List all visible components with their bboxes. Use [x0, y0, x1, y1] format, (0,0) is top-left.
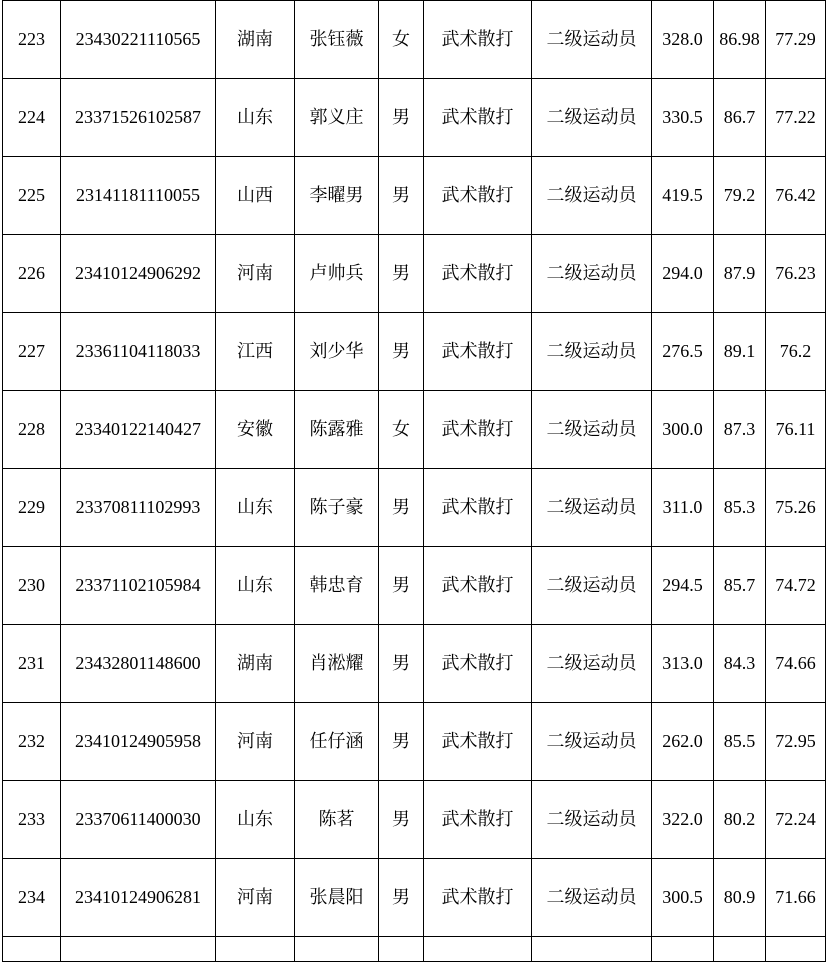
- cell-name: 张钰薇: [295, 1, 379, 79]
- cell-province: 河南: [216, 859, 295, 937]
- table-row: [3, 781, 826, 859]
- cell-id: 23370611400030: [61, 781, 216, 859]
- cell-level: 二级运动员: [532, 1, 652, 79]
- cell-id: 23430221110565: [61, 1, 216, 79]
- cell-score1: 294.0: [652, 235, 714, 313]
- cell-total: 76.11: [766, 391, 826, 469]
- cell-total: 74.72: [766, 547, 826, 625]
- cell-total: 74.66: [766, 625, 826, 703]
- cell-level: 二级运动员: [532, 391, 652, 469]
- cell-total: [766, 937, 826, 962]
- cell-id: 23410124905958: [61, 703, 216, 781]
- cell-no: 233: [3, 781, 61, 859]
- cell-name: 任仔涵: [295, 703, 379, 781]
- cell-score1: 276.5: [652, 313, 714, 391]
- cell-score2: 80.2: [714, 781, 766, 859]
- cell-score2: 85.3: [714, 469, 766, 547]
- cell-sex: 女: [379, 1, 424, 79]
- cell-province: 湖南: [216, 625, 295, 703]
- cell-score2: 79.2: [714, 157, 766, 235]
- cell-id: [61, 937, 216, 962]
- cell-score2: 89.1: [714, 313, 766, 391]
- cell-event: 武术散打: [424, 235, 532, 313]
- cell-name: 陈露雅: [295, 391, 379, 469]
- cell-name: 肖淞耀: [295, 625, 379, 703]
- cell-no: 225: [3, 157, 61, 235]
- cell-total: 72.95: [766, 703, 826, 781]
- table-row: [3, 859, 826, 937]
- cell-province: [216, 937, 295, 962]
- cell-id: 23361104118033: [61, 313, 216, 391]
- table-row: [3, 703, 826, 781]
- cell-sex: 男: [379, 235, 424, 313]
- cell-id: 23141181110055: [61, 157, 216, 235]
- cell-sex: [379, 937, 424, 962]
- cell-event: 武术散打: [424, 703, 532, 781]
- cell-name: [295, 937, 379, 962]
- cell-no: 224: [3, 79, 61, 157]
- cell-province: 山东: [216, 79, 295, 157]
- cell-score2: 87.9: [714, 235, 766, 313]
- cell-score1: 419.5: [652, 157, 714, 235]
- cell-sex: 男: [379, 469, 424, 547]
- cell-total: 77.29: [766, 1, 826, 79]
- cell-level: 二级运动员: [532, 313, 652, 391]
- cell-no: 232: [3, 703, 61, 781]
- cell-total: 76.2: [766, 313, 826, 391]
- cell-event: 武术散打: [424, 625, 532, 703]
- cell-id: 23410124906292: [61, 235, 216, 313]
- cell-event: [424, 937, 532, 962]
- cell-score1: 300.5: [652, 859, 714, 937]
- table-row: [3, 235, 826, 313]
- cell-no: 230: [3, 547, 61, 625]
- cell-name: 刘少华: [295, 313, 379, 391]
- cell-level: 二级运动员: [532, 625, 652, 703]
- cell-level: 二级运动员: [532, 547, 652, 625]
- cell-score1: 262.0: [652, 703, 714, 781]
- cell-event: 武术散打: [424, 157, 532, 235]
- cell-score2: 85.5: [714, 703, 766, 781]
- cell-total: 76.42: [766, 157, 826, 235]
- cell-sex: 女: [379, 391, 424, 469]
- cell-level: 二级运动员: [532, 781, 652, 859]
- cell-event: 武术散打: [424, 391, 532, 469]
- cell-event: 武术散打: [424, 469, 532, 547]
- cell-no: 229: [3, 469, 61, 547]
- cell-sex: 男: [379, 703, 424, 781]
- table-row: [3, 79, 826, 157]
- cell-score2: 86.7: [714, 79, 766, 157]
- cell-name: 郭义庄: [295, 79, 379, 157]
- table-row: [3, 391, 826, 469]
- cell-id: 23370811102993: [61, 469, 216, 547]
- cell-no: 234: [3, 859, 61, 937]
- cell-id: 23410124906281: [61, 859, 216, 937]
- cell-event: 武术散打: [424, 781, 532, 859]
- cell-id: 23340122140427: [61, 391, 216, 469]
- cell-event: 武术散打: [424, 1, 532, 79]
- cell-level: 二级运动员: [532, 79, 652, 157]
- cell-total: 72.24: [766, 781, 826, 859]
- cell-province: 安徽: [216, 391, 295, 469]
- cell-no: [3, 937, 61, 962]
- table-row: [3, 313, 826, 391]
- cell-score2: 87.3: [714, 391, 766, 469]
- cell-province: 山东: [216, 547, 295, 625]
- cell-score1: 311.0: [652, 469, 714, 547]
- cell-sex: 男: [379, 859, 424, 937]
- cell-score2: [714, 937, 766, 962]
- cell-level: 二级运动员: [532, 235, 652, 313]
- cell-score1: 300.0: [652, 391, 714, 469]
- cell-score1: 322.0: [652, 781, 714, 859]
- cell-sex: 男: [379, 313, 424, 391]
- cell-province: 河南: [216, 235, 295, 313]
- table-row: [3, 1, 826, 79]
- cell-total: 75.26: [766, 469, 826, 547]
- cell-name: 陈子豪: [295, 469, 379, 547]
- cell-level: [532, 937, 652, 962]
- cell-province: 山东: [216, 781, 295, 859]
- cell-sex: 男: [379, 157, 424, 235]
- table-row: [3, 547, 826, 625]
- cell-province: 河南: [216, 703, 295, 781]
- table-row: [3, 625, 826, 703]
- table-row: [3, 469, 826, 547]
- cell-score1: 330.5: [652, 79, 714, 157]
- cell-name: 张晨阳: [295, 859, 379, 937]
- cell-province: 山东: [216, 469, 295, 547]
- cell-name: 陈茗: [295, 781, 379, 859]
- cell-province: 江西: [216, 313, 295, 391]
- cell-event: 武术散打: [424, 313, 532, 391]
- cell-score2: 80.9: [714, 859, 766, 937]
- cell-id: 23371102105984: [61, 547, 216, 625]
- cell-level: 二级运动员: [532, 157, 652, 235]
- score-table: [2, 0, 826, 962]
- cell-level: 二级运动员: [532, 859, 652, 937]
- cell-score2: 85.7: [714, 547, 766, 625]
- cell-no: 228: [3, 391, 61, 469]
- cell-level: 二级运动员: [532, 469, 652, 547]
- cell-event: 武术散打: [424, 79, 532, 157]
- cell-total: 76.23: [766, 235, 826, 313]
- cell-score1: [652, 937, 714, 962]
- cell-score2: 86.98: [714, 1, 766, 79]
- cell-total: 77.22: [766, 79, 826, 157]
- cell-no: 226: [3, 235, 61, 313]
- table-row: [3, 157, 826, 235]
- cell-name: 韩忠育: [295, 547, 379, 625]
- cell-no: 223: [3, 1, 61, 79]
- cell-id: 23432801148600: [61, 625, 216, 703]
- cell-score1: 294.5: [652, 547, 714, 625]
- cell-no: 227: [3, 313, 61, 391]
- cell-score2: 84.3: [714, 625, 766, 703]
- cell-sex: 男: [379, 79, 424, 157]
- cell-score1: 313.0: [652, 625, 714, 703]
- cell-score1: 328.0: [652, 1, 714, 79]
- table-body: [3, 1, 826, 962]
- cell-sex: 男: [379, 547, 424, 625]
- cell-event: 武术散打: [424, 859, 532, 937]
- cell-name: 李曜男: [295, 157, 379, 235]
- cell-total: 71.66: [766, 859, 826, 937]
- cell-sex: 男: [379, 781, 424, 859]
- cell-no: 231: [3, 625, 61, 703]
- cell-event: 武术散打: [424, 547, 532, 625]
- cell-sex: 男: [379, 625, 424, 703]
- cell-name: 卢帅兵: [295, 235, 379, 313]
- cell-level: 二级运动员: [532, 703, 652, 781]
- cell-id: 23371526102587: [61, 79, 216, 157]
- cell-province: 湖南: [216, 1, 295, 79]
- cell-province: 山西: [216, 157, 295, 235]
- table-row: [3, 937, 826, 962]
